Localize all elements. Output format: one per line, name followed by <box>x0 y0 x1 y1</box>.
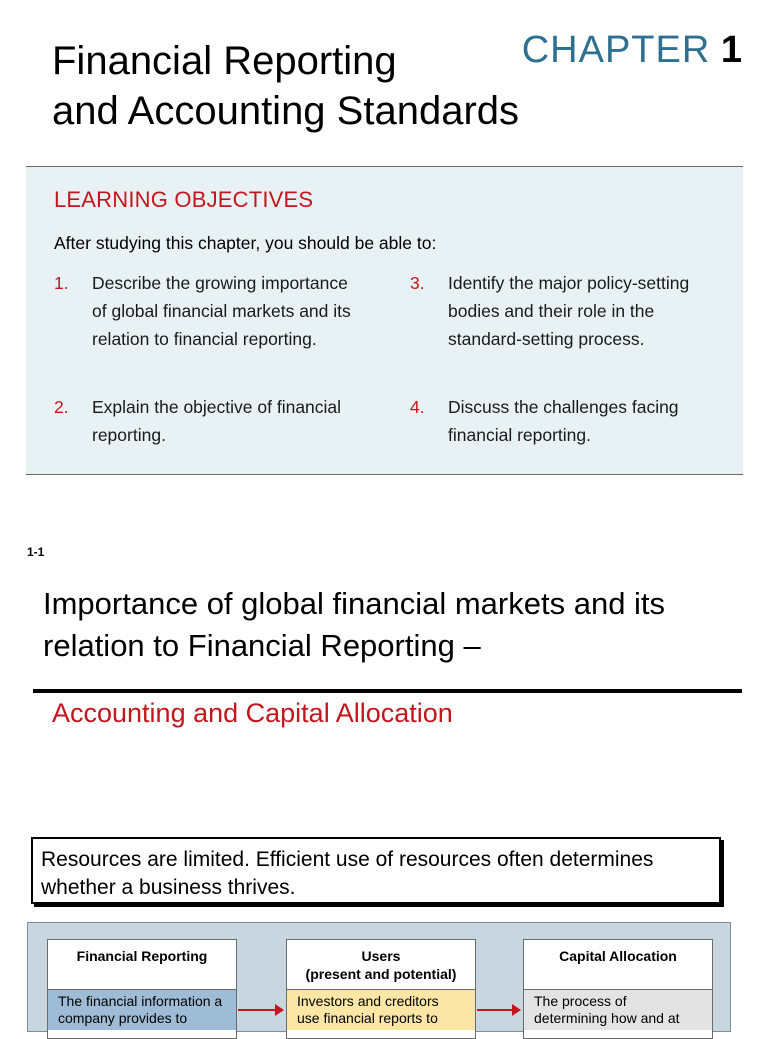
objective-number: 1. <box>54 273 69 293</box>
resource-callout <box>31 837 721 904</box>
learning-objectives-intro: After studying this chapter, you should be able to: <box>54 233 437 253</box>
chapter-number: 1 <box>720 29 742 71</box>
slide-title: Importance of global financial markets and its relation to Financial Reporting – <box>43 586 666 663</box>
divider <box>33 689 742 693</box>
card-body: The process of determining how and at <box>524 990 712 1030</box>
objective-item <box>410 393 710 449</box>
card-title: Capital Allocation <box>524 940 712 990</box>
chapter-title <box>52 36 572 136</box>
slide-subtitle: Accounting and Capital Allocation <box>52 698 453 728</box>
capital-allocation-card <box>523 939 713 1039</box>
objective-text: Explain the objective of financial reporting. <box>92 397 342 445</box>
objective-item <box>410 269 710 353</box>
objective-text: Discuss the challenges facing financial reporting. <box>448 397 679 445</box>
resource-text-start: Resources are <box>41 848 184 871</box>
objective-number: 2. <box>54 397 69 417</box>
objective-text: Identify the major policy-setting bodies and their role in the standard-setting process. <box>448 273 690 349</box>
objective-number: 3. <box>410 273 425 293</box>
card-title: Financial Reporting <box>48 940 236 990</box>
objective-text: Describe the growing importance of global financial markets and its relation to financial reporting. <box>92 273 351 349</box>
financial-reporting-card <box>47 939 237 1039</box>
learning-objectives-heading: LEARNING OBJECTIVES <box>54 187 314 212</box>
capital-allocation-diagram <box>27 922 731 1032</box>
resource-text-emphasis: limited <box>183 848 245 871</box>
card-body: The financial information a company provides to <box>48 990 236 1030</box>
card-title: Users (present and potential) <box>287 940 475 990</box>
chapter-title-line-2: and Accounting Standards <box>52 89 520 133</box>
chapter-label <box>522 26 742 74</box>
chapter-title-line-1: Financial Reporting <box>52 39 397 83</box>
page-number: 1-1 <box>27 545 45 559</box>
learning-objectives-box <box>26 166 743 475</box>
arrow-right-icon <box>477 1009 519 1011</box>
objective-number: 4. <box>410 397 425 417</box>
objective-item <box>54 393 354 449</box>
objective-item <box>54 269 354 353</box>
users-card <box>286 939 476 1039</box>
card-body: Investors and creditors use financial reports to <box>287 990 475 1030</box>
resource-text-end: . Efficient use of resources often determines whether a business thrives. <box>41 848 654 899</box>
chapter-word: CHAPTER <box>521 29 711 71</box>
arrow-right-icon <box>238 1009 282 1011</box>
